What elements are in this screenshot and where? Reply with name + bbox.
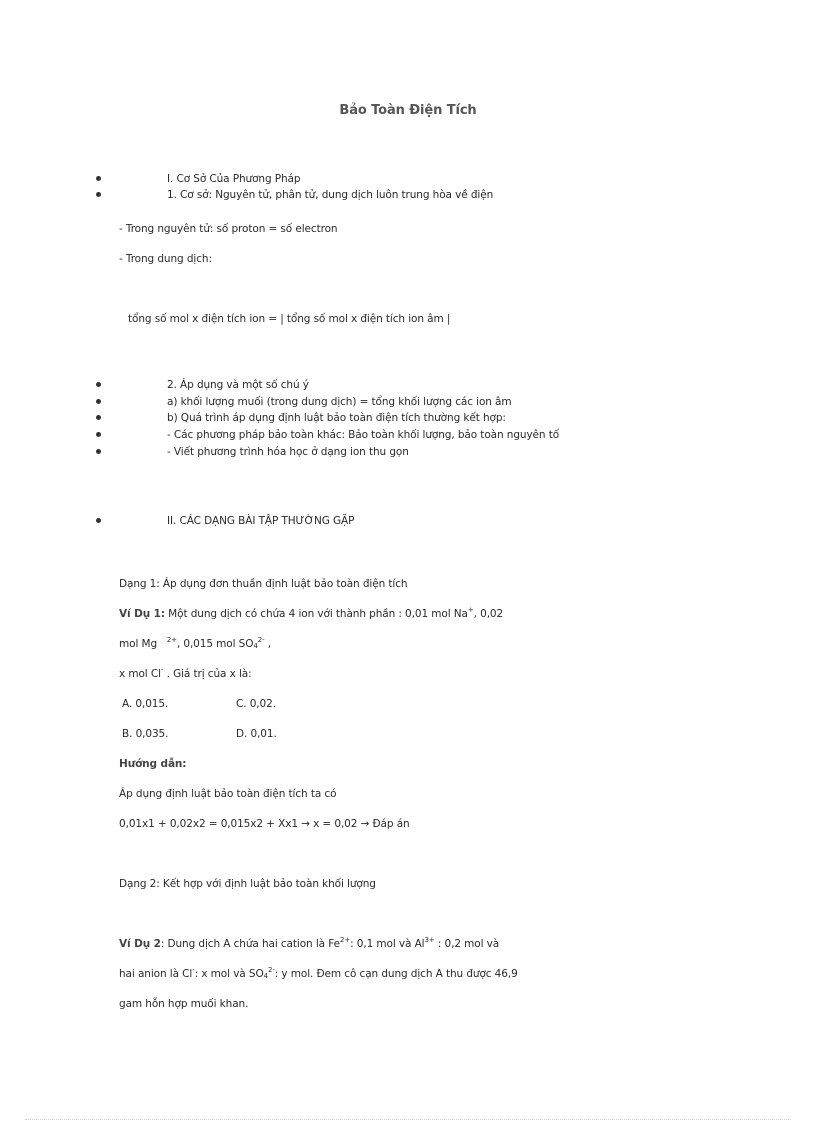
- option-a: A. 0,015.: [122, 698, 169, 710]
- note-ionic-equation: - Viết phương trình hóa học ở dạng ion thu gọn: [167, 446, 409, 458]
- bullet-icon: [96, 449, 101, 454]
- option-b: B. 0,035.: [122, 728, 169, 740]
- bullet-icon: [96, 192, 101, 197]
- bullet-icon: [96, 399, 101, 404]
- bullet-icon: [96, 382, 101, 387]
- bullet-icon: [96, 518, 101, 523]
- exercise-types-heading: II. CÁC DẠNG BÀI TẬP THƯỜNG GẶP: [167, 515, 355, 527]
- guide-label: Hướng dẫn:: [119, 758, 187, 770]
- equation: 0,01x1 + 0,02x2 = 0,015x2 + Xx1 → x = 0,02 → Đáp án: [119, 818, 410, 830]
- example2-label: Ví Dụ 2: [119, 938, 161, 950]
- note-other-methods: - Các phương pháp bảo toàn khác: Bảo toàn khối lượng, bảo toàn nguyên tố: [167, 429, 560, 441]
- option-c: C. 0,02.: [236, 698, 276, 710]
- application-heading: 2. Áp dụng và một số chú ý: [167, 379, 309, 391]
- example2-line1: Ví Dụ 2: Dung dịch A chứa hai cation là $Fe^{2+}$: 0,1 mol và $Al^{3+}$ : 0,2 mol và: [119, 936, 500, 950]
- guide-line: Áp dụng định luật bảo toàn điện tích ta có: [119, 788, 337, 800]
- solution-rule: - Trong dung dịch:: [119, 253, 212, 265]
- note-b: b) Quá trình áp dụng định luật bảo toàn điện tích thường kết hợp:: [167, 412, 506, 424]
- type1-heading: Dạng 1: Áp dụng đơn thuần định luật bảo toàn điện tích: [119, 578, 408, 590]
- example1-line1: Ví Dụ 1: Một dung dịch có chứa 4 ion với thành phần : 0,01 mol Na+, 0,02: [119, 606, 504, 620]
- page-bottom-rule: [25, 1119, 791, 1120]
- atom-rule: - Trong nguyên tử: số proton = số electron: [119, 223, 338, 235]
- example1-line2: mol Mg $^{2+}$, 0,015 mol $SO_4^{2-}$ ,: [119, 636, 272, 650]
- basis-statement: 1. Cơ sở: Nguyên tử, phân tử, dung dịch luôn trung hòa về điện: [167, 189, 494, 201]
- example2-line2: hai anion là Cl-: x mol và $SO_4^{2-}$: y mol. Đem cô cạn dung dịch A thu được 46,9: [119, 966, 518, 980]
- section-heading: I. Cơ Sở Của Phương Pháp: [167, 173, 301, 185]
- example1-label: Ví Dụ 1:: [119, 608, 165, 620]
- type2-heading: Dạng 2: Kết hợp với định luật bảo toàn khối lượng: [119, 878, 376, 890]
- bullet-icon: [96, 432, 101, 437]
- example2-line3: gam hỗn hợp muối khan.: [119, 998, 249, 1010]
- bullet-icon: [96, 415, 101, 420]
- document-title: Bảo Toàn Điện Tích: [339, 103, 477, 118]
- option-d: D. 0,01.: [236, 728, 277, 740]
- bullet-icon: [96, 176, 101, 181]
- charge-formula: tổng số mol x điện tích ion = | tổng số mol x điện tích ion âm |: [128, 313, 451, 325]
- example1-line3: x mol Cl- . Giá trị của x là:: [119, 666, 252, 680]
- note-a: a) khối lượng muối (trong dung dịch) = tổng khối lượng các ion âm: [167, 396, 512, 408]
